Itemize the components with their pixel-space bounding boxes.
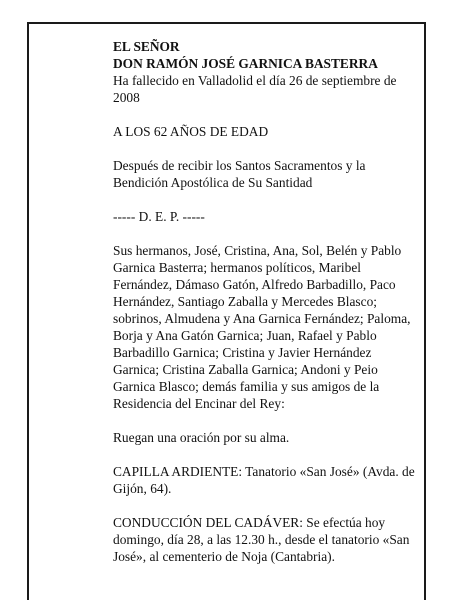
family-line: sobrinos, Almudena y Ana Garnica Fernández; Paloma, [113, 311, 411, 326]
family-line: Residencia del Encinar del Rey: [113, 396, 285, 411]
family-line: Garnica Basterra; hermanos políticos, Maribel [113, 260, 362, 275]
deceased-title: EL SEÑOR [113, 39, 180, 54]
family-line: Garnica; Cristina Zaballa Garnica; Andoni y Peio [113, 362, 378, 377]
dep-line: ----- D. E. P. ----- [113, 209, 205, 224]
sacraments-block [113, 157, 429, 191]
deceased-name: DON RAMÓN JOSÉ GARNICA BASTERRA [113, 56, 378, 71]
family-line: Barbadillo Garnica; Cristina y Javier Hernández [113, 345, 372, 360]
family-block [113, 242, 429, 412]
chapel-line: CAPILLA ARDIENTE: Tanatorio «San José» (Avda. de [113, 464, 415, 479]
prayer-line: Ruegan una oración por su alma. [113, 430, 290, 445]
family-line: Hernández, Santiago Zaballa y Mercedes Blasco; [113, 294, 377, 309]
family-line: Garnica Blasco; demás familia y sus amigos de la [113, 379, 380, 394]
family-line: Sus hermanos, José, Cristina, Ana, Sol, Belén y Pablo [113, 243, 402, 258]
chapel-line: Gijón, 64). [113, 481, 172, 496]
transfer-line: José», al cementerio de Noja (Cantabria). [113, 549, 335, 564]
family-line: Borja y Ana Gatón Garnica; Juan, Rafael y Pablo [113, 328, 377, 343]
death-year: 2008 [113, 90, 140, 105]
family-line: Fernández, Dámaso Gatón, Alfredo Barbadillo, Paco [113, 277, 396, 292]
death-announcement: Ha fallecido en Valladolid el día 26 de septiembre de [113, 73, 397, 88]
sacraments-line: Después de recibir los Santos Sacramentos y la [113, 158, 366, 173]
deceased-name-block [113, 38, 429, 106]
sacraments-line: Bendición Apostólica de Su Santidad [113, 175, 313, 190]
transfer-block [113, 514, 429, 565]
age-line: A LOS 62 AÑOS DE EDAD [113, 124, 269, 139]
obituary-notice [113, 38, 429, 582]
transfer-line: CONDUCCIÓN DEL CADÁVER: Se efectúa hoy [113, 515, 386, 530]
chapel-block [113, 463, 429, 497]
transfer-line: domingo, día 28, a las 12.30 h., desde el tanatorio «San [113, 532, 410, 547]
